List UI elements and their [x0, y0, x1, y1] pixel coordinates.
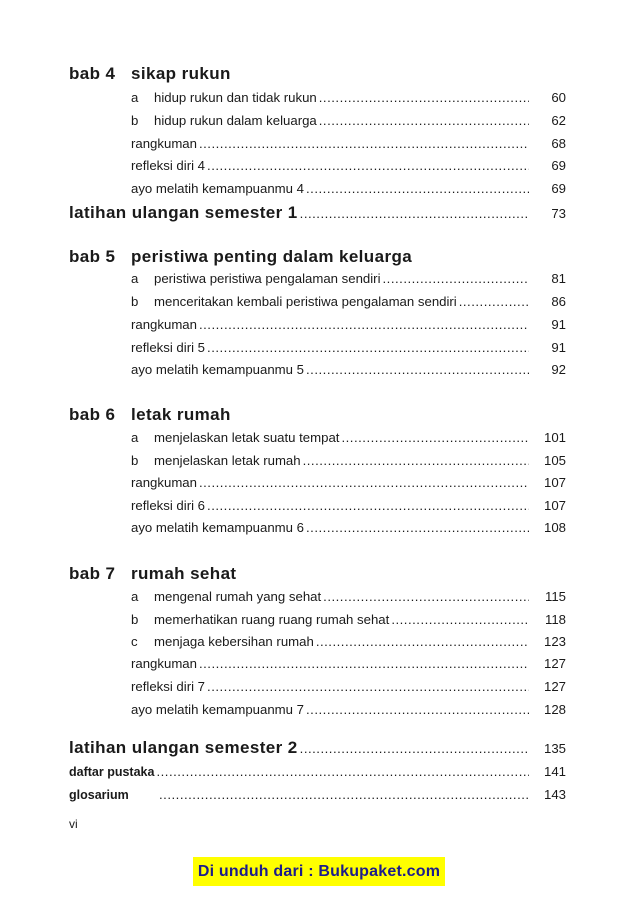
entry-page: 107 [543, 475, 566, 490]
toc-entry-semester-2[interactable] [69, 738, 529, 756]
chapter-number: bab 5 [69, 247, 116, 266]
entry-page: 127 [543, 656, 566, 671]
entry-text: menjelaskan letak suatu tempat [154, 430, 340, 445]
toc-entry[interactable] [131, 679, 529, 697]
entry-page: 81 [551, 271, 566, 286]
entry-text: menceritakan kembali peristiwa pengalaman sendiri [154, 294, 457, 309]
toc-entry[interactable] [131, 317, 529, 335]
entry-text: refleksi diri 4 [131, 158, 206, 173]
entry-text: rangkuman [131, 136, 197, 151]
entry-text: menjelaskan letak rumah [154, 453, 301, 468]
leader-dots [300, 741, 529, 756]
chapter-number: bab 4 [69, 64, 116, 83]
leader-dots [199, 136, 529, 151]
toc-entry[interactable] [131, 113, 529, 131]
entry-letter: a [131, 589, 139, 604]
toc-entry[interactable] [131, 475, 529, 493]
leader-dots [199, 475, 529, 490]
entry-page: 107 [543, 498, 566, 513]
entry-page: 91 [551, 317, 566, 332]
toc-entry[interactable] [131, 271, 529, 289]
page-number: vi [69, 817, 78, 831]
toc-entry[interactable] [131, 612, 529, 630]
entry-page: 128 [543, 702, 566, 717]
entry-text: rangkuman [131, 475, 197, 490]
entry-page: 60 [551, 90, 566, 105]
entry-text: refleksi diri 7 [131, 679, 206, 694]
toc-entry[interactable] [131, 520, 529, 538]
toc-entry[interactable] [131, 498, 529, 516]
entry-letter: b [131, 113, 139, 128]
entry-page: 62 [551, 113, 566, 128]
entry-page: 73 [551, 206, 566, 221]
semester-title: latihan ulangan semester 1 [69, 203, 298, 222]
leader-dots [383, 271, 530, 286]
entry-letter: a [131, 271, 139, 286]
entry-page: 127 [543, 679, 566, 694]
entry-text: rangkuman [131, 656, 197, 671]
toc-entry[interactable] [131, 90, 529, 108]
entry-letter: b [131, 453, 139, 468]
chapter-number: bab 7 [69, 564, 116, 583]
entry-text: hidup rukun dan tidak rukun [154, 90, 317, 105]
entry-page: 115 [544, 589, 566, 604]
chapter-title: rumah sehat [131, 564, 237, 583]
leader-dots [306, 362, 529, 377]
toc-entry[interactable] [131, 136, 529, 154]
leader-dots [207, 498, 529, 513]
chapter-number: bab 6 [69, 405, 116, 424]
entry-page: 118 [544, 612, 566, 627]
entry-text: memerhatikan ruang ruang rumah sehat [154, 612, 390, 627]
toc-entry[interactable] [131, 702, 529, 720]
entry-page: 108 [543, 520, 566, 535]
entry-page: 101 [543, 430, 566, 445]
entry-page: 69 [551, 181, 566, 196]
toc-entry[interactable] [131, 656, 529, 674]
entry-text: refleksi diri 6 [131, 498, 206, 513]
toc-entry[interactable] [131, 453, 529, 471]
leader-dots [391, 612, 529, 627]
entry-text: ayo melatih kemampuanmu 5 [131, 362, 304, 377]
toc-entry[interactable] [131, 181, 529, 199]
entry-page: 105 [543, 453, 566, 468]
semester-title: latihan ulangan semester 2 [69, 738, 298, 757]
leader-dots [199, 656, 529, 671]
leader-dots [207, 340, 529, 355]
chapter-title: sikap rukun [131, 64, 231, 83]
entry-text: ayo melatih kemampuanmu 6 [131, 520, 304, 535]
entry-letter: a [131, 430, 139, 445]
leader-dots [207, 158, 529, 173]
leader-dots [300, 206, 529, 221]
entry-letter: a [131, 90, 139, 105]
entry-text: daftar pustaka [69, 765, 155, 779]
entry-text: hidup rukun dalam keluarga [154, 113, 317, 128]
leader-dots [323, 589, 529, 604]
leader-dots [303, 453, 529, 468]
toc-entry[interactable] [131, 634, 529, 652]
entry-page: 123 [543, 634, 566, 649]
toc-entry[interactable] [131, 430, 529, 448]
entry-page: 86 [551, 294, 566, 309]
entry-page: 143 [543, 787, 566, 802]
entry-text: menjaga kebersihan rumah [154, 634, 314, 649]
leader-dots [459, 294, 529, 309]
leader-dots [319, 90, 529, 105]
entry-text: mengenal rumah yang sehat [154, 589, 322, 604]
entry-page: 69 [551, 158, 566, 173]
leader-dots [306, 702, 529, 717]
chapter-title: letak rumah [131, 405, 231, 424]
leader-dots [316, 634, 529, 649]
entry-text: rangkuman [131, 317, 197, 332]
toc-entry[interactable] [131, 589, 529, 607]
leader-dots [341, 430, 529, 445]
toc-entry[interactable] [131, 158, 529, 176]
leader-dots [319, 113, 529, 128]
entry-page: 135 [543, 741, 566, 756]
entry-text: refleksi diri 5 [131, 340, 206, 355]
leader-dots [306, 520, 529, 535]
toc-entry-semester-1[interactable] [69, 203, 529, 221]
chapter-title: peristiwa penting dalam keluarga [131, 247, 413, 266]
entry-text: glosarium [69, 788, 129, 802]
leader-dots [207, 679, 529, 694]
entry-letter: c [131, 634, 138, 649]
entry-page: 141 [543, 764, 566, 779]
entry-text: ayo melatih kemampuanmu 4 [131, 181, 304, 196]
entry-letter: b [131, 294, 139, 309]
entry-text: peristiwa peristiwa pengalaman sendiri [154, 271, 381, 286]
toc-entry-glosarium[interactable] [69, 787, 529, 805]
entry-page: 91 [551, 340, 566, 355]
leader-dots [156, 764, 529, 779]
toc-entry[interactable] [131, 362, 529, 380]
entry-letter: b [131, 612, 139, 627]
leader-dots [306, 181, 529, 196]
toc-entry[interactable] [131, 294, 529, 312]
download-source-banner: Di unduh dari : Bukupaket.com [193, 857, 445, 886]
toc-entry[interactable] [131, 340, 529, 358]
leader-dots [159, 787, 529, 802]
toc-entry-daftar-pustaka[interactable] [69, 764, 529, 782]
entry-text: ayo melatih kemampuanmu 7 [131, 702, 304, 717]
leader-dots [199, 317, 529, 332]
entry-page: 92 [551, 362, 566, 377]
entry-page: 68 [551, 136, 566, 151]
